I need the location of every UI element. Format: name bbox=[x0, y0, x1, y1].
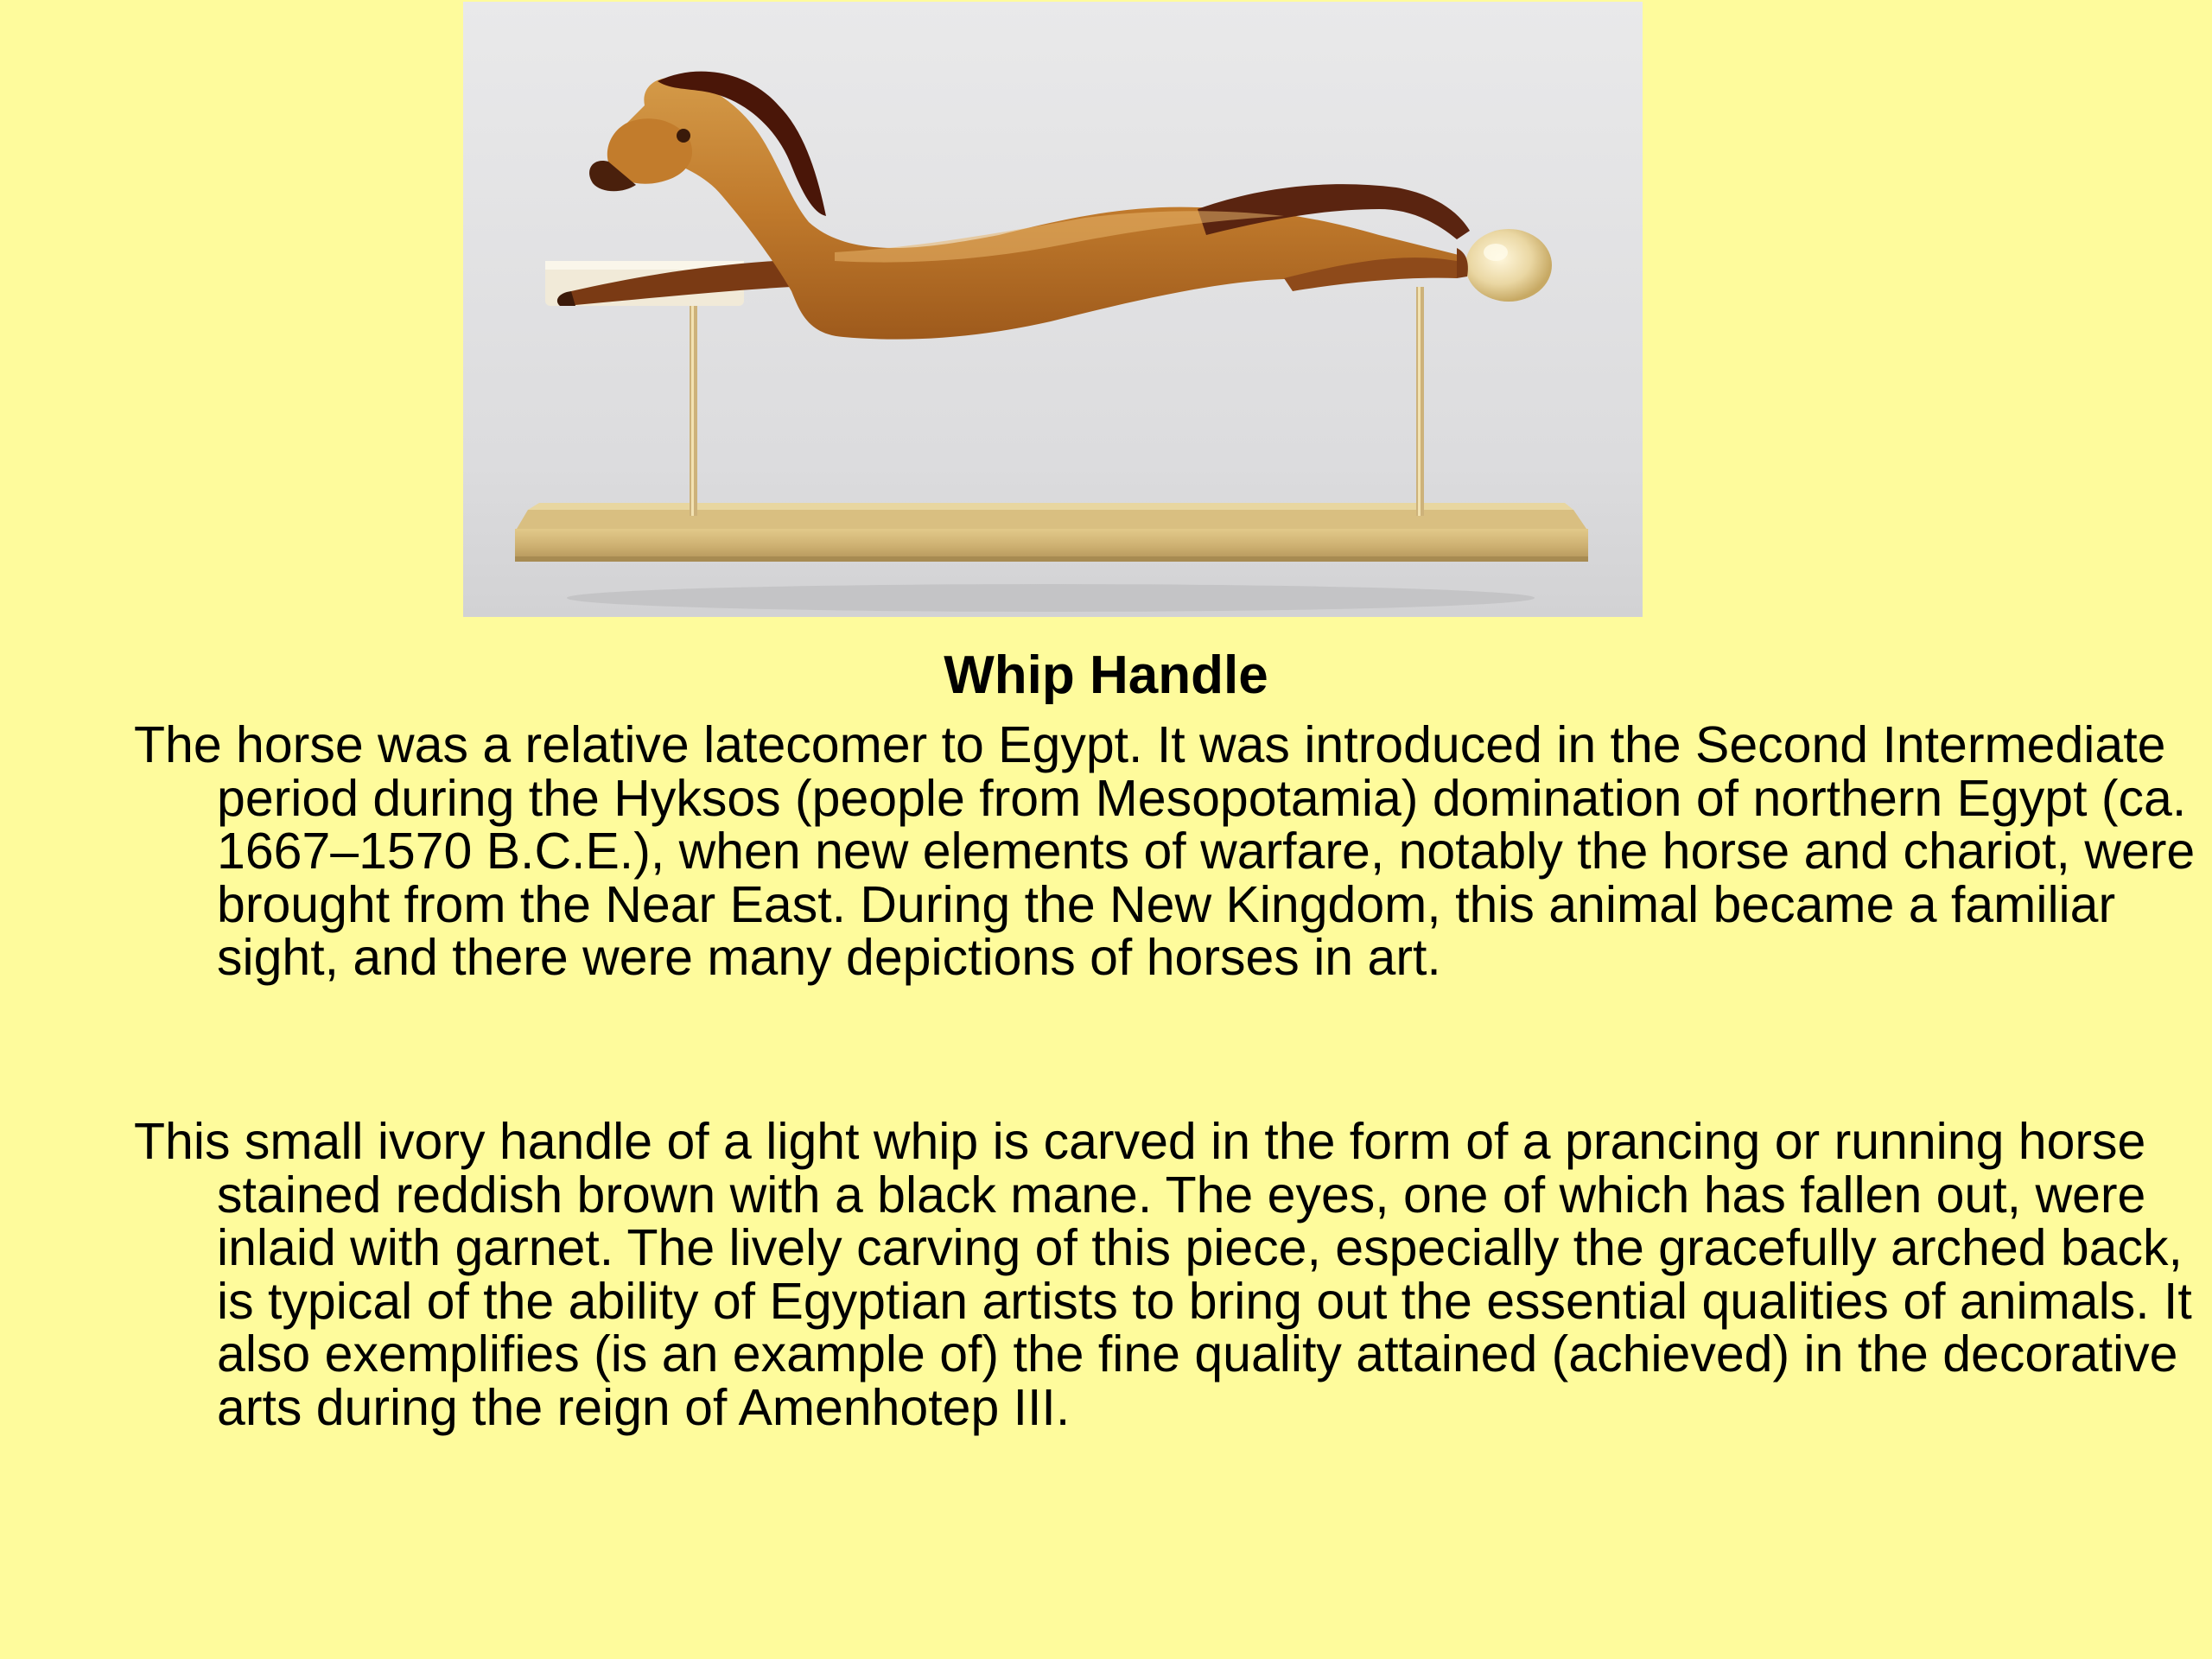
slide-heading: Whip Handle bbox=[944, 645, 1268, 705]
whip-handle-photo bbox=[463, 2, 1643, 617]
paragraph-description: This small ivory handle of a light whip is carved in the form of a prancing or running horse stained reddish brown with a black mane. The eyes, one of which has fallen out, were inlaid with garnet. The lively carving of this piece, especially the gracefully arched back, is typical of the ability of Egyptian artists to bring out the essential qualities of animals. It also exemplifies (is an example of) the fine quality attained (achieved) in the decorative arts during the reign of Amenhotep III. bbox=[134, 1113, 2192, 1436]
paragraph-history: The horse was a relative latecomer to Egypt. It was introduced in the Second Intermediate period during the Hyksos (people from Mesopotamia) domination of northern Egypt (ca. 1667–1570 B.C.E.), when new elements of warfare, notably the horse and chariot, were brought from the Near East. During the New Kingdom, this animal became a familiar sight, and there were many depictions of horses in art. bbox=[134, 716, 2196, 986]
